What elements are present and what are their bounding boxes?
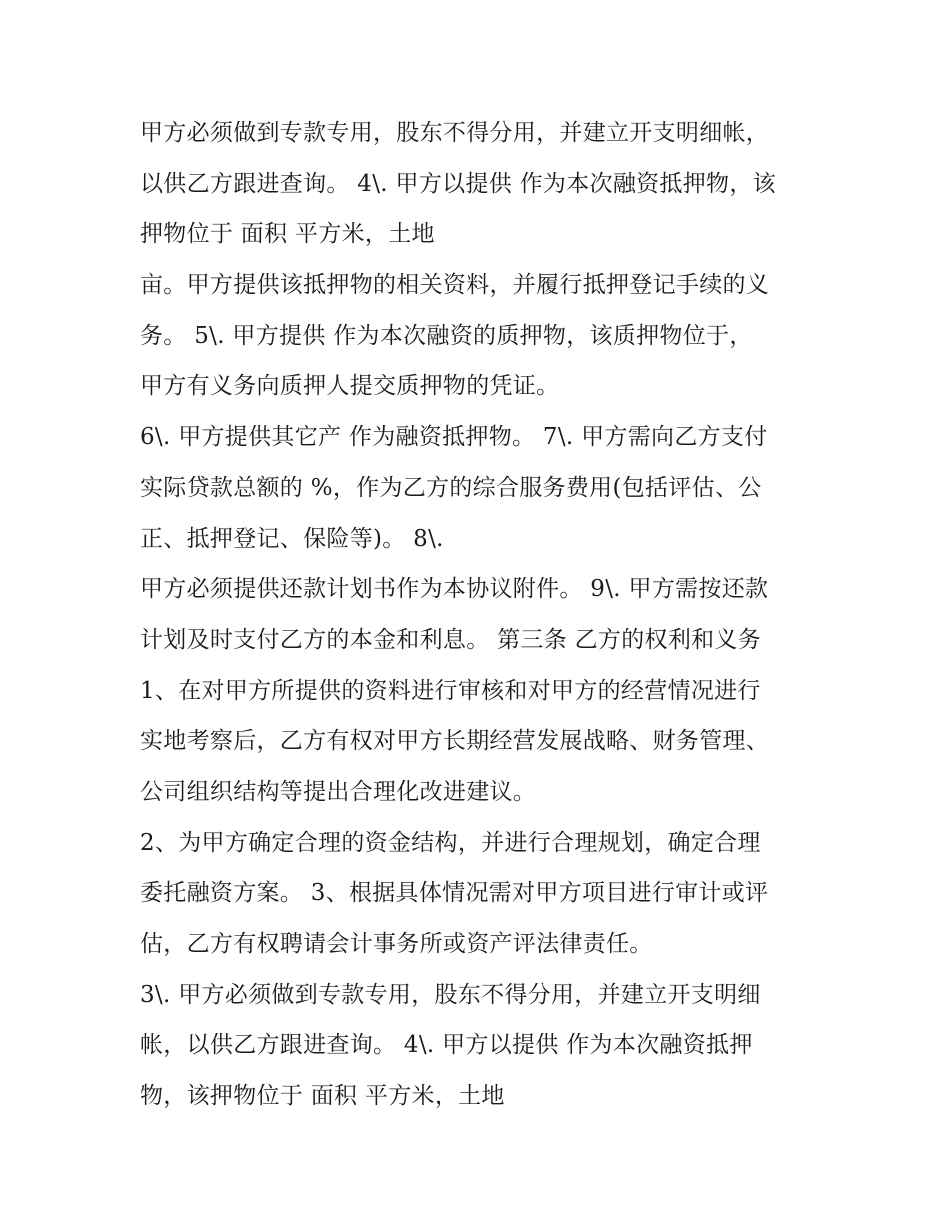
text-line: 实际贷款总额的 %，作为乙方的综合服务费用(包括评估、公 [140,474,762,501]
text-line: 委托融资方案。 3、根据具体情况需对甲方项目进行审计或评 [140,880,769,907]
text-line: 6\. 甲方提供其它产 作为融资抵押物。 7\. 甲方需向乙方支付 [140,424,768,451]
text-line: 3\. 甲方必须做到专款专用，股东不得分用，并建立开支明细 [140,981,761,1008]
text-line: 以供乙方跟进查询。 4\. 甲方以提供 作为本次融资抵押物，该 [140,170,776,197]
text-line: 甲方必须做到专款专用，股东不得分用，并建立开支明细帐， [140,120,770,146]
document-text [140,108,820,1122]
text-line: 计划及时支付乙方的本金和利息。 第三条 乙方的权利和义务 [140,626,762,653]
text-line: 2、为甲方确定合理的资金结构，并进行合理规划，确定合理 [140,829,761,856]
text-line: 1、在对甲方所提供的资料进行审核和对甲方的经营情况进行 [140,677,761,704]
text-line: 务。 5\. 甲方提供 作为本次融资的质押物，该质押物位于， [140,322,753,349]
text-line: 帐，以供乙方跟进查询。 4\. 甲方以提供 作为本次融资抵押 [140,1032,753,1059]
text-line: 甲方有义务向质押人提交质押物的凭证。 [140,373,560,400]
text-line: 物，该押物位于 面积 平方米，土地 [140,1083,505,1110]
text-line: 实地考察后，乙方有权对甲方长期经营发展战略、财务管理、 [140,728,770,755]
text-line: 亩。甲方提供该抵押物的相关资料，并履行抵押登记手续的义 [140,272,770,299]
text-line: 估，乙方有权聘请会计事务所或资产评法律责任。 [140,931,653,957]
text-line: 押物位于 面积 平方米，土地 [140,221,435,248]
text-line: 公司组织结构等提出合理化改进建议。 [140,778,537,805]
text-line: 正、抵押登记、保险等)。 8\. [140,525,444,552]
text-line: 甲方必须提供还款计划书作为本协议附件。 9\. 甲方需按还款 [140,576,769,603]
